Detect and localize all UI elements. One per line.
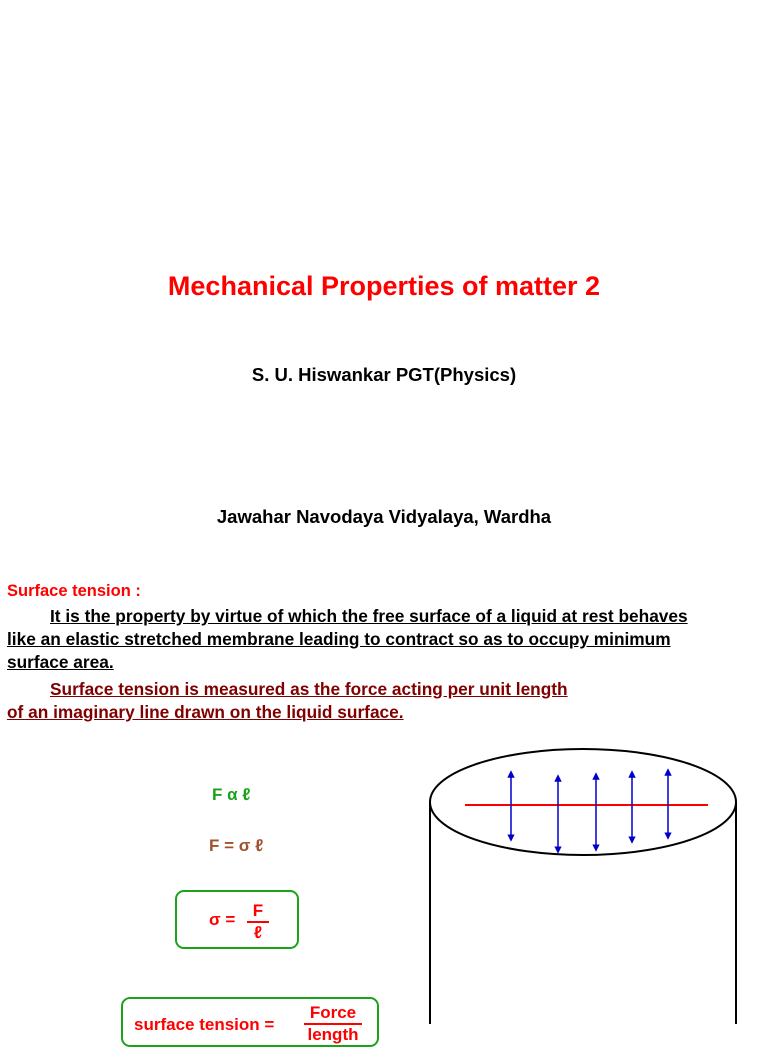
measurement-line-1: Surface tension is measured as the force acting per unit length bbox=[50, 679, 568, 699]
definition-line-1: It is the property by virtue of which the free surface of a liquid at rest behaves bbox=[50, 606, 688, 626]
proportionality-equation: F α ℓ bbox=[212, 785, 251, 804]
author-line: S. U. Hiswankar PGT(Physics) bbox=[251, 364, 517, 385]
surface-tension-numerator: Force bbox=[309, 1003, 357, 1022]
surface-tension-formula-box bbox=[121, 997, 379, 1047]
sigma-numerator: F bbox=[252, 901, 264, 920]
surface-tension-lhs: surface tension = bbox=[134, 1015, 275, 1034]
measurement-paragraph bbox=[7, 678, 767, 724]
sigma-fraction bbox=[247, 901, 269, 943]
definition-line-2: like an elastic stretched membrane leading to contract so as to occupy minimum bbox=[7, 629, 671, 649]
surface-tension-fraction bbox=[304, 1003, 362, 1045]
sigma-denominator: ℓ bbox=[253, 923, 263, 942]
surface-tension-denominator: length bbox=[307, 1025, 359, 1044]
liquid-surface-ellipse bbox=[430, 749, 736, 855]
sigma-lhs: σ = bbox=[209, 910, 236, 929]
sigma-formula-box bbox=[175, 890, 299, 949]
slide-title: Mechanical Properties of matter 2 bbox=[167, 271, 601, 301]
relation-equation: F = σ ℓ bbox=[209, 836, 264, 855]
school-line: Jawahar Navodaya Vidyalaya, Wardha bbox=[216, 506, 552, 527]
section-heading: Surface tension : bbox=[7, 582, 141, 600]
measurement-line-2: of an imaginary line drawn on the liquid surface. bbox=[7, 702, 404, 722]
liquid-container-diagram bbox=[420, 740, 750, 1024]
definition-line-3: surface area. bbox=[7, 652, 114, 672]
definition-paragraph bbox=[7, 605, 767, 674]
